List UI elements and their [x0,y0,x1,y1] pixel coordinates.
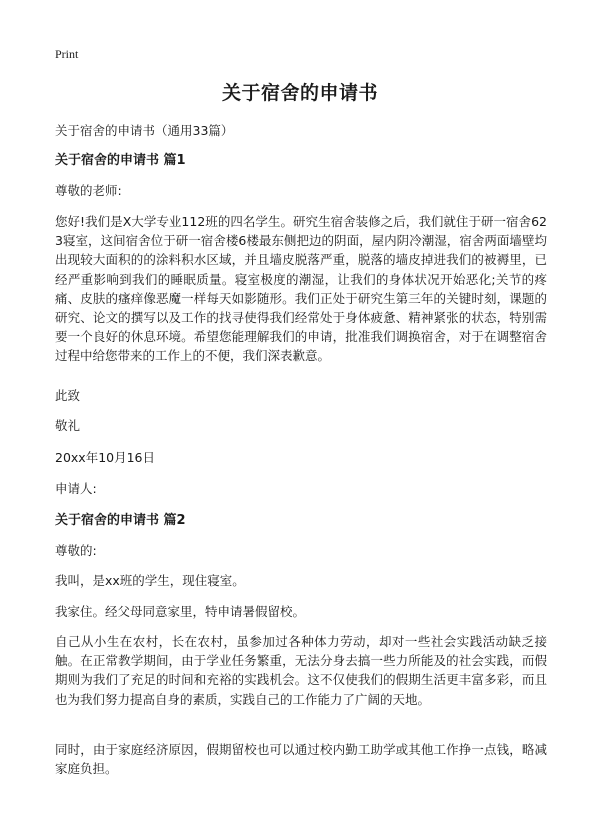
section2-paragraph-3: 自己从小生在农村，长在农村，虽参加过各种体力劳动，却对一些社会实践活动缺乏接触。在正常教学期间，由于学业任务繁重，无法分身去搞一些力所能及的社会实践，而假期则为我们了充足的时间和充裕的实践机会。这不仅使我们的假期生活更丰富多彩，而且也为我们努力提高自身的素质，实践自己的工作能力了广阔的天地。 [55,634,547,707]
letter-date: 20xx年10月16日 [55,450,156,465]
closing-cizhi: 此致 [55,388,81,403]
document-title: 关于宿舍的申请书 [221,82,378,104]
applicant-label: 申请人: [55,481,97,496]
document-subtitle: 关于宿舍的申请书（通用33篇） [55,123,234,138]
section1-heading: 关于宿舍的申请书 篇1 [55,153,186,168]
section2-paragraph-1: 我叫，是xx班的学生，现住寝室。 [55,573,245,588]
section2-salutation: 尊敬的: [55,543,97,558]
section2-paragraph-4: 同时，由于家庭经济原因，假期留校也可以通过校内勤工助学或其他工作挣一点钱，略减家庭负担。 [55,742,547,777]
section2-heading: 关于宿舍的申请书 篇2 [55,513,186,528]
print-link[interactable]: Print [55,47,79,61]
section1-body: 您好!我们是X大学专业112班的四名学生。研究生宿舍装修之后，我们就住于研一宿舍623寝室，这间宿舍位于研一宿舍楼6楼最东侧把边的阴面，屋内阴冷潮湿，宿舍两面墙壁均出现较大面积的的涂料积水区域，并且墙皮脱落严重，脱落的墙皮掉进我们的被褥里，已经严重影响到我们的睡眠质量。寝室极度的潮湿，让我们的身体状况开始恶化;关节的疼痛、皮肤的瘙痒像恶魔一样每天如影随形。我们正处于研究生第三年的关键时刻，课题的研究、论文的撰写以及工作的找寻使得我们经常处于身体疲惫、精神紧张的状态，特别需要一个良好的休息环境。希望您能理解我们的申请，批准我们调换宿舍，对于在调整宿舍过程中给您带来的工作上的不便，我们深表歉意。 [55,214,547,364]
section2-paragraph-2: 我家住。经父母同意家里，特申请暑假留校。 [55,604,306,619]
section1-salutation: 尊敬的老师: [55,183,122,198]
closing-jingli: 敬礼 [55,418,81,433]
